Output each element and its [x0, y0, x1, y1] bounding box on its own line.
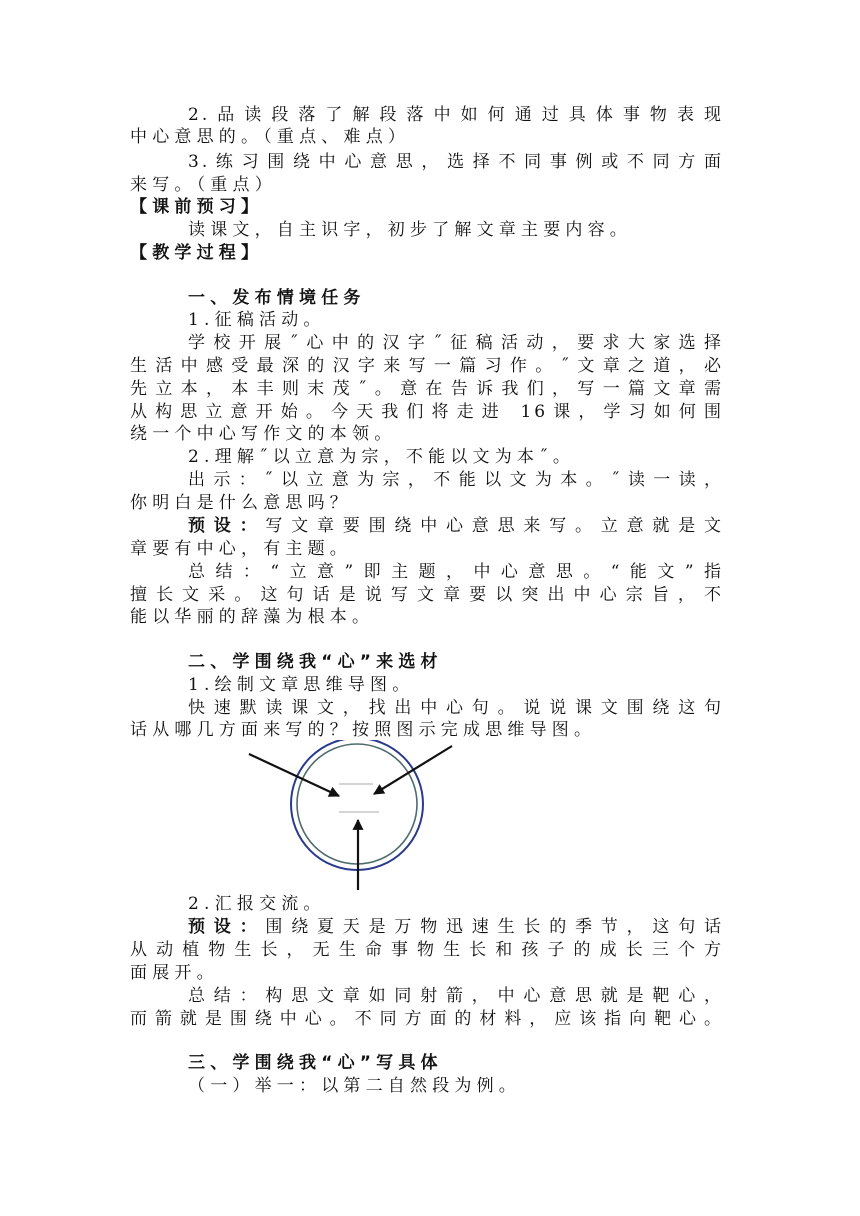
section-1-paragraph-line-2: 生活中感受最深的汉字来写一篇习作。˝文章之道，必	[130, 356, 724, 376]
section-1-paragraph-line-3: 先立本，本丰则末茂˝。意在告诉我们，写一篇文章需	[130, 379, 724, 399]
section-1-heading: 一、发布情境任务	[188, 288, 366, 308]
section-1-item-2: 2.理解˝以立意为宗，不能以文为本˝。	[188, 447, 576, 467]
section-1-paragraph-line-5: 绕一个中心写作文的本领。	[130, 424, 397, 444]
section-2-item-1: 1.绘制文章思维导图。	[188, 675, 415, 695]
section-2-item-2: 2.汇报交流。	[188, 894, 326, 914]
section-1-paragraph-line-1: 学校开展˝心中的汉字˝征稿活动，要求大家选择	[188, 333, 724, 353]
preview-text: 读课文，自主识字，初步了解文章主要内容。	[188, 220, 632, 240]
section-2-paragraph-line-1: 快速默读课文，找出中心句。说说课文围绕这句	[188, 698, 724, 718]
goal-3-line-2: 来写。（重点）	[130, 175, 277, 195]
preview-heading: 【课前预习】	[130, 197, 264, 217]
section-3-item-1: （一）举一：以第二自然段为例。	[188, 1076, 521, 1096]
arrow-from-top-right	[374, 746, 452, 794]
preset-label: 预设：	[188, 917, 266, 937]
preset-label: 预设：	[188, 516, 266, 536]
goal-2-line-2: 中心意思的。（重点、难点）	[130, 127, 411, 147]
section-2-heading: 二、学围绕我“心”来选材	[188, 652, 443, 672]
section-1-summary-line-3: 能以华丽的辞藻为根本。	[130, 607, 375, 627]
section-1-paragraph-line-4: 从构思立意开始。今天我们将走进 16课，学习如何围	[130, 402, 724, 422]
section-2-preset-line-2: 从动植物生长，无生命事物生长和孩子的成长三个方	[130, 940, 724, 960]
section-2-summary-line-2: 而箭就是围绕中心。不同方面的材料，应该指向靶心。	[130, 1009, 724, 1029]
goal-2-line-1: 2.品读段落了解段落中如何通过具体事物表现	[188, 105, 724, 125]
section-1-show-line-1: 出示：˝以立意为宗，不能以文为本。˝读一读，	[188, 470, 724, 490]
goal-3-line-1: 3.练习围绕中心意思，选择不同事例或不同方面	[188, 152, 724, 172]
section-2-preset-line-3: 面展开。	[130, 963, 219, 983]
section-1-summary-line-1: 总结：“立意”即主题，中心意思。“能文”指	[188, 562, 724, 582]
process-heading: 【教学过程】	[130, 243, 264, 263]
section-1-show-line-2: 你明白是什么意思吗？	[130, 493, 352, 513]
section-2-paragraph-line-2: 话从哪几方面来写的？按照图示完成思维导图。	[130, 720, 597, 740]
preset-text: 写文章要围绕中心意思来写。立意就是文	[265, 516, 724, 536]
section-3-heading: 三、学围绕我“心”写具体	[188, 1053, 443, 1073]
section-1-preset-line-1	[188, 515, 724, 537]
section-1-item-1: 1.征稿活动。	[188, 310, 326, 330]
arrow-from-top-left	[249, 754, 339, 796]
preset-text: 围绕夏天是万物迅速生长的季节，这句话	[265, 917, 724, 937]
section-2-preset-line-1	[188, 916, 724, 938]
section-2-summary-line-1: 总结：构思文章如同射箭，中心意思就是靶心，	[188, 986, 724, 1006]
section-1-summary-line-2: 擅长文采。这句话是说写文章要以突出中心宗旨，不	[130, 585, 724, 605]
section-1-preset-line-2: 章要有中心，有主题。	[130, 539, 352, 559]
mind-map-diagram	[240, 740, 470, 896]
